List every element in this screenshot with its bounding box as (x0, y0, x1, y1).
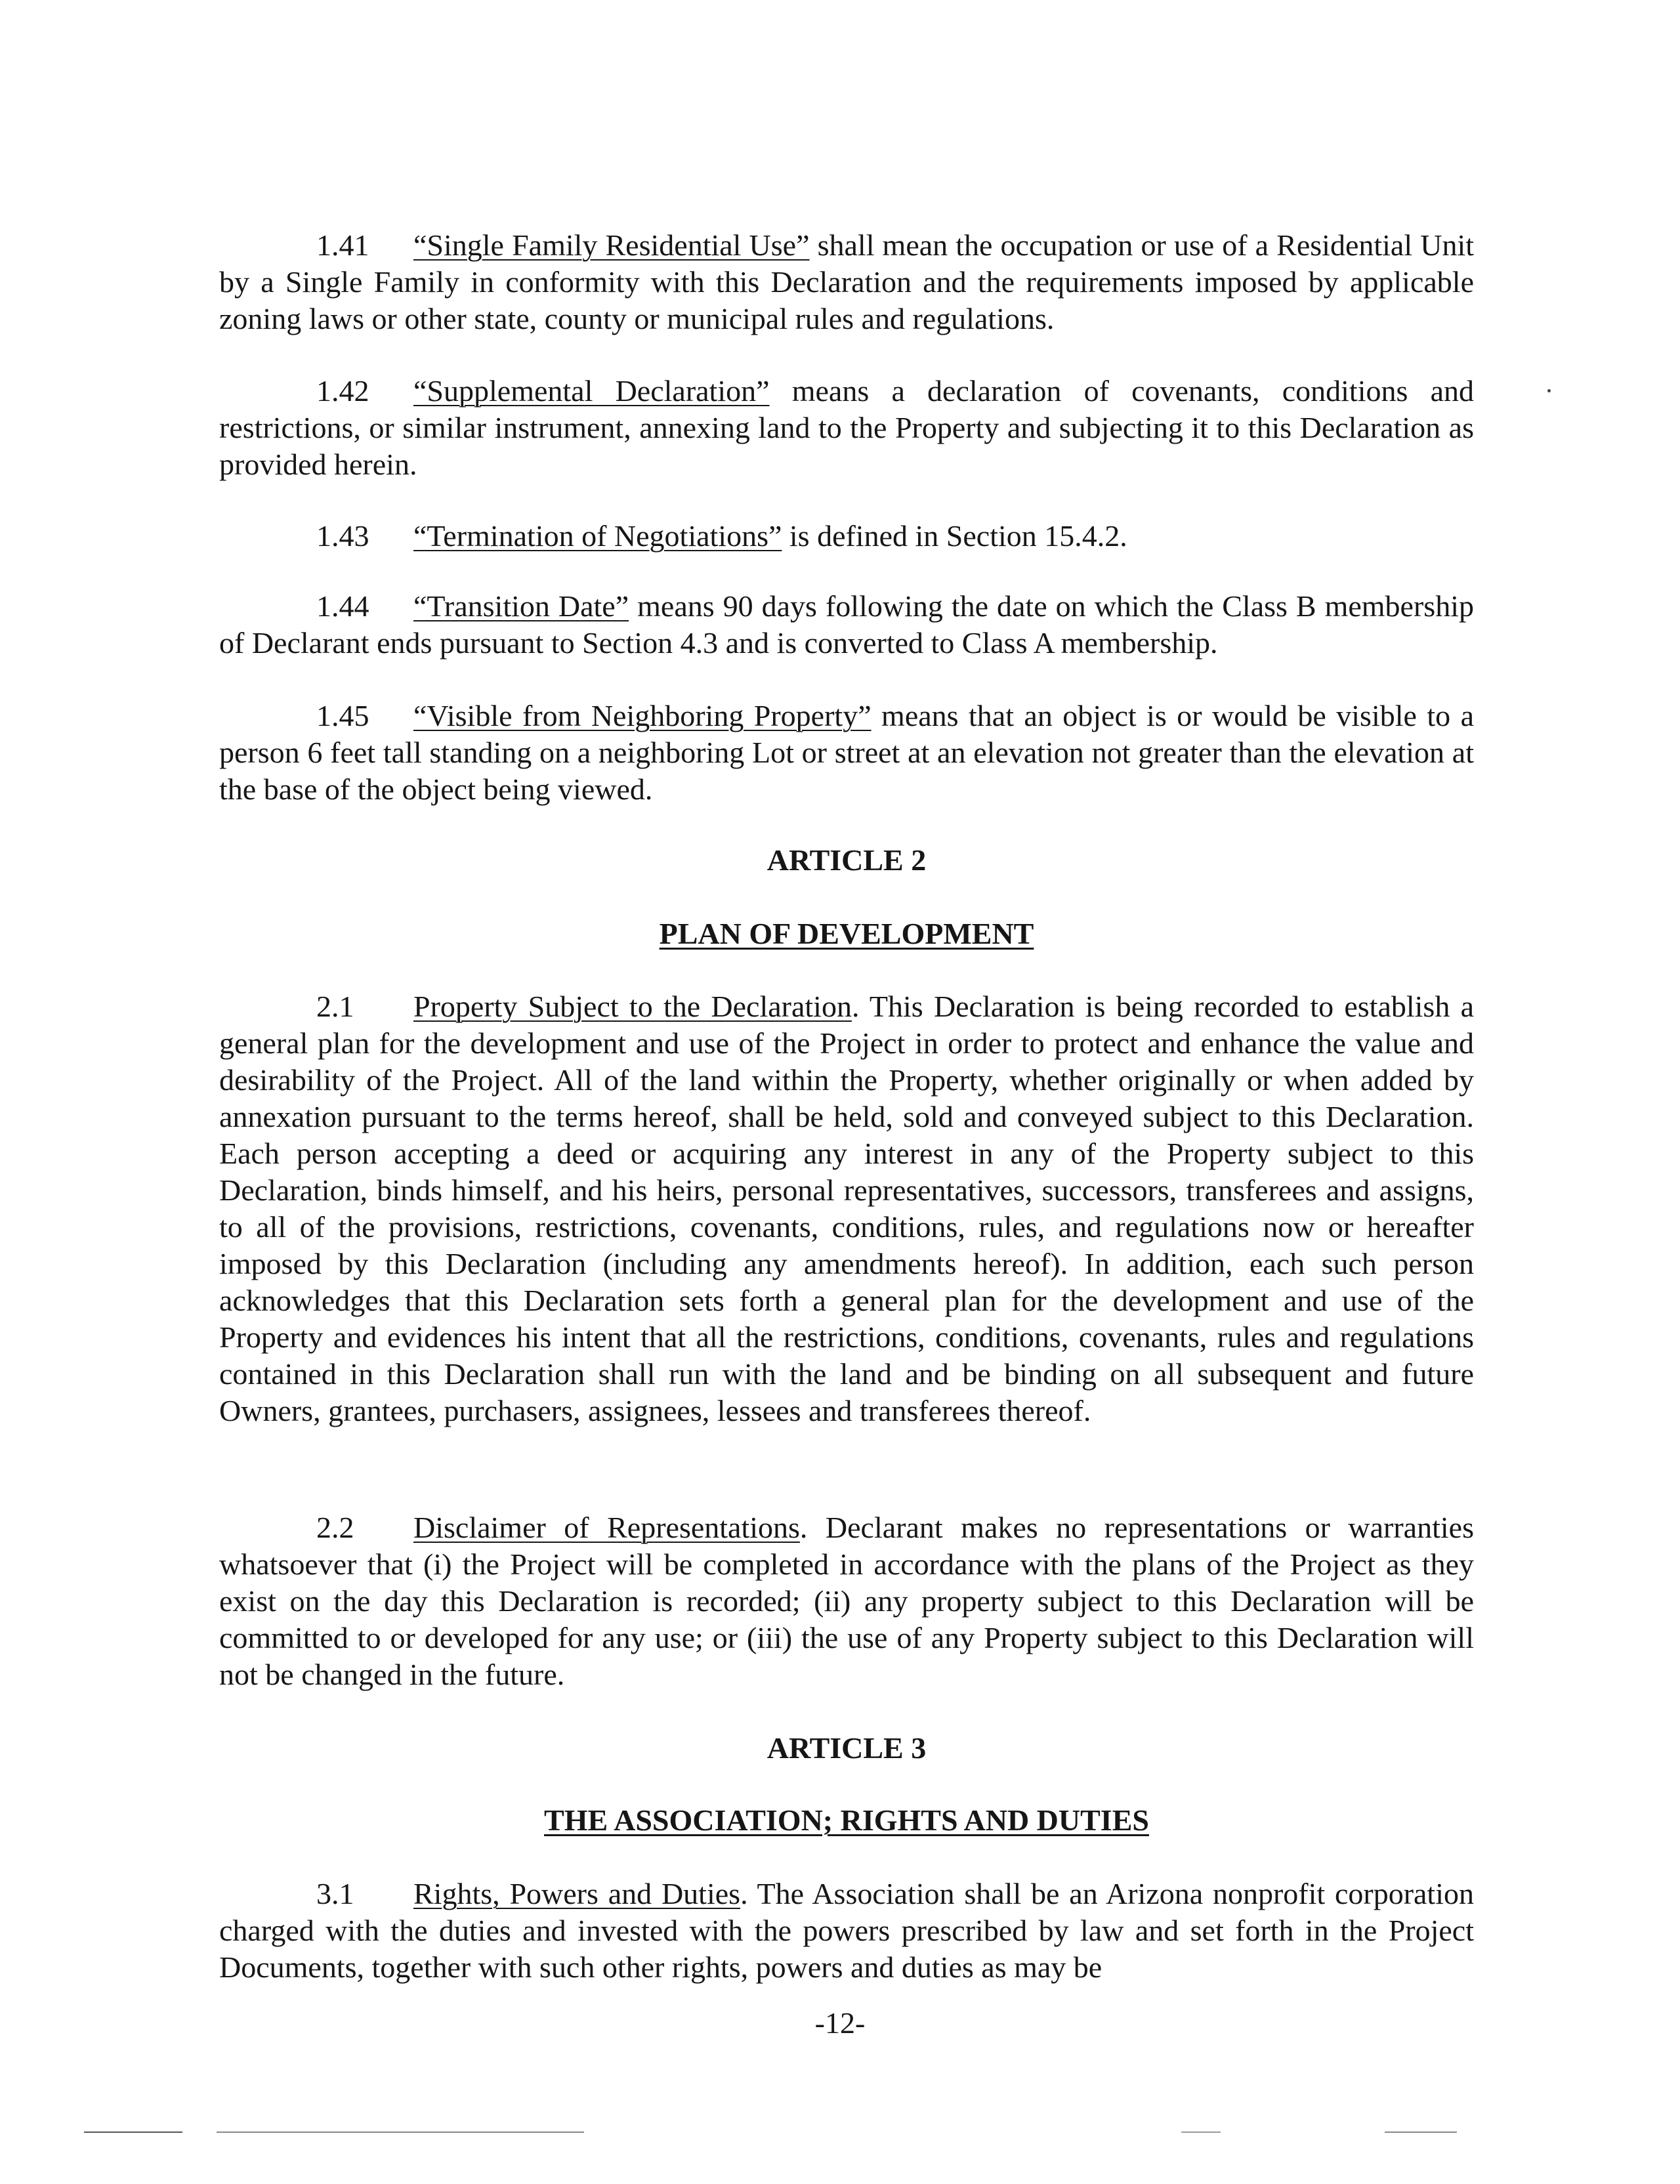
section-1-41 (219, 227, 1474, 337)
article-3-title-text: THE ASSOCIATION; RIGHTS AND DUTIES (544, 1803, 1149, 1837)
section-1-43 (219, 518, 1474, 555)
section-2-2 (219, 1509, 1474, 1693)
section-body: . Declarant makes no representations or warranties whatsoever that (i) the Project will be completed in accordance with the plans of the Project as they exist on the day this Declaration is recorded; (ii) any property subject to this Declaration will be committed to or developed for any use; or (iii) the use of any Property subject to this Declaration will not be changed in the future. (219, 1511, 1474, 1691)
article-3-title (219, 1802, 1474, 1839)
section-body: . The Association shall be an Arizona nonprofit corporation charged with the duties and invested with the powers prescribed by law and set forth in the Project Documents, together with such other rights, powers and duties as may be (219, 1877, 1474, 1984)
section-body: means a declaration of covenants, conditions and restrictions, or similar instrument, annexing land to the Property and subjecting it to this Declaration as provided herein. (219, 374, 1474, 481)
section-number: 1.43 (316, 519, 369, 553)
section-1-44 (219, 588, 1474, 662)
section-1-45 (219, 698, 1474, 808)
defined-term: “Transition Date” (413, 589, 629, 623)
section-1-42 (219, 373, 1474, 483)
scan-edge-mark (217, 2132, 584, 2133)
article-2-title (219, 915, 1474, 952)
scan-edge-mark (84, 2132, 182, 2133)
scan-speck (1547, 389, 1551, 392)
section-2-1 (219, 988, 1474, 1429)
scan-edge-mark (1385, 2132, 1457, 2133)
section-body: is defined in Section 15.4.2. (782, 519, 1127, 553)
scan-edge-mark (1181, 2132, 1221, 2133)
section-body: means 90 days following the date on which the Class B membership of Declarant ends pursuant to Section 4.3 and is converted to Class A membership. (219, 589, 1474, 660)
section-number: 2.1 (316, 990, 354, 1023)
section-number: 1.45 (316, 699, 369, 732)
section-heading-term: Disclaimer of Representations (413, 1511, 800, 1544)
section-number: 1.44 (316, 589, 369, 623)
section-heading-term: Property Subject to the Declaration (413, 990, 852, 1023)
section-number: 1.41 (316, 228, 369, 262)
defined-term: “Supplemental Declaration” (413, 374, 770, 408)
section-number: 2.2 (316, 1511, 354, 1544)
page-number: -12- (814, 2006, 866, 2040)
defined-term: “Visible from Neighboring Property” (413, 699, 872, 732)
section-heading-term: Rights, Powers and Duties (413, 1877, 741, 1910)
section-body: shall mean the occupation or use of a Residential Unit by a Single Family in conformity with this Declaration and the requirements imposed by applicable zoning laws or other state, county or municipal rules and regulations. (219, 228, 1474, 335)
defined-term: “Single Family Residential Use” (413, 228, 810, 262)
defined-term: “Termination of Negotiations” (413, 519, 782, 553)
article-3-heading: ARTICLE 3 (766, 1731, 927, 1765)
section-body: means that an object is or would be visible to a person 6 feet tall standing on a neighboring Lot or street at an elevation not greater than the elevation at the base of the object being viewed. (219, 699, 1474, 806)
section-number: 3.1 (316, 1877, 354, 1910)
article-2-heading: ARTICLE 2 (766, 843, 927, 877)
section-3-1 (219, 1876, 1474, 1986)
article-2-title-text: PLAN OF DEVELOPMENT (659, 917, 1034, 950)
section-body: . This Declaration is being recorded to establish a general plan for the development and use of the Project in order to protect and enhance the value and desirability of the Project. All of the land within the Property, whether originally or when added by annexation pursuant to the terms hereof, shall be held, sold and conveyed subject to this Declaration. Each person accepting a deed or acquiring any interest in any of the Property subject to this Declaration, binds himself, and his heirs, personal representatives, successors, transferees and assigns, to all of the provisions, restrictions, covenants, conditions, rules, and regulations now or hereafter imposed by this Declaration (including any amendments hereof). In addition, each such person acknowledges that this Declaration sets forth a general plan for the development and use of the Property and evidences his intent that all the restrictions, conditions, covenants, rules and regulations contained in this Declaration shall run with the land and be binding on all subsequent and future Owners, grantees, purchasers, assignees, lessees and transferees thereof. (219, 990, 1474, 1427)
section-number: 1.42 (316, 374, 369, 408)
